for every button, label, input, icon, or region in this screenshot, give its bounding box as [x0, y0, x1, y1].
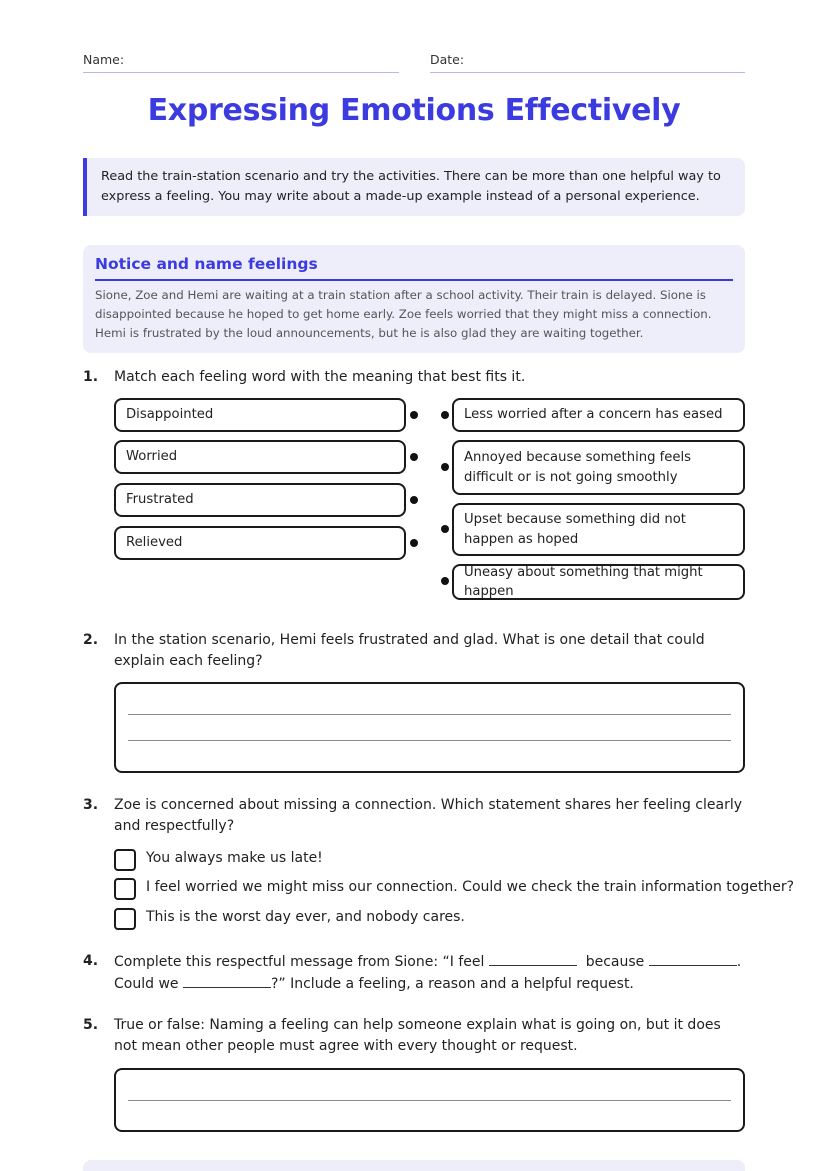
option-label: This is the worst day ever, and nobody cares.	[146, 909, 465, 925]
blank-feeling[interactable]	[489, 951, 577, 966]
question-number: 2.	[83, 632, 99, 648]
feeling-word-box[interactable]	[114, 483, 406, 517]
meaning-box[interactable]	[452, 564, 745, 600]
date-label: Date:	[430, 52, 465, 67]
meaning-text: Less worried after a concern has eased	[464, 407, 723, 423]
blank-request[interactable]	[183, 973, 271, 988]
match-dot-right[interactable]	[441, 577, 449, 585]
checkbox[interactable]	[114, 849, 136, 871]
feeling-word-box[interactable]	[114, 398, 406, 432]
meaning-box[interactable]	[452, 503, 745, 556]
feeling-word: Frustrated	[126, 492, 194, 508]
feeling-word: Relieved	[126, 535, 183, 551]
question-1	[83, 367, 745, 388]
meaning-text: Uneasy about something that might happen	[464, 564, 703, 599]
blank-reason[interactable]	[649, 951, 737, 966]
match-dot-left[interactable]	[410, 539, 418, 547]
question-number: 4.	[83, 953, 99, 969]
sentence-part: ?” Include a feeling, a reason and a helpful request.	[270, 976, 634, 992]
match-dot-right[interactable]	[441, 463, 449, 471]
writing-line	[128, 714, 731, 715]
notice-panel	[83, 245, 745, 353]
question-number: 1.	[83, 369, 99, 385]
question-5	[83, 1015, 745, 1057]
date-field[interactable]	[430, 52, 745, 73]
name-field[interactable]	[83, 52, 399, 73]
question-text	[114, 951, 745, 995]
question-text: Zoe is concerned about missing a connection. Which statement shares her feeling clearly and respectfully?	[114, 797, 743, 834]
match-dot-right[interactable]	[441, 411, 449, 419]
question-4	[83, 951, 745, 995]
question-2	[83, 630, 745, 672]
question-3	[83, 795, 745, 837]
answer-box[interactable]	[114, 682, 745, 773]
question-number: 5.	[83, 1017, 99, 1033]
writing-line	[128, 1100, 731, 1101]
match-dot-left[interactable]	[410, 496, 418, 504]
checkbox[interactable]	[114, 878, 136, 900]
name-label: Name:	[83, 52, 125, 67]
feeling-word-box[interactable]	[114, 526, 406, 560]
next-section-panel	[83, 1160, 745, 1171]
sentence-part: .	[736, 954, 742, 970]
meaning-text: Upset because something did not happen as hoped	[464, 512, 686, 547]
sentence-part: Could we	[114, 976, 179, 992]
answer-box[interactable]	[114, 1068, 745, 1132]
match-dot-right[interactable]	[441, 525, 449, 533]
checkbox[interactable]	[114, 908, 136, 930]
notice-text: Sione, Zoe and Hemi are waiting at a train station after a school activity. Their train is delayed. Sione is disappointed because he hoped to get home early. Zoe feels worried that they might miss a connection. Hemi is frustrated by the loud announcements, but he is also glad they are waiting together.	[95, 288, 712, 340]
meaning-text: Annoyed because something feels difficult or is not going smoothly	[464, 450, 692, 485]
meaning-box[interactable]	[452, 440, 745, 495]
sentence-part: Complete this respectful message from Sione: “I feel	[114, 954, 485, 970]
option-label: You always make us late!	[146, 850, 323, 866]
question-number: 3.	[83, 797, 99, 813]
meaning-box[interactable]	[452, 398, 745, 432]
question-text: Match each feeling word with the meaning that best fits it.	[114, 369, 526, 385]
option-label: I feel worried we might miss our connection. Could we check the train information together?	[146, 879, 795, 895]
question-text: In the station scenario, Hemi feels frustrated and glad. What is one detail that could explain each feeling?	[114, 632, 705, 669]
sentence-part: because	[585, 954, 645, 970]
writing-line	[128, 740, 731, 741]
feeling-word: Disappointed	[126, 407, 214, 423]
feeling-word: Worried	[126, 449, 178, 465]
feeling-word-box[interactable]	[114, 440, 406, 474]
notice-title: Notice and name feelings	[95, 255, 733, 281]
page-title: Expressing Emotions Effectively	[147, 93, 681, 128]
header-fields	[83, 52, 745, 74]
match-dot-left[interactable]	[410, 411, 418, 419]
match-dot-left[interactable]	[410, 453, 418, 461]
intro-callout: Read the train-station scenario and try the activities. There can be more than one helpful way to express a feeling. You may write about a made-up example instead of a personal experience.	[83, 158, 745, 216]
question-text: True or false: Naming a feeling can help someone explain what is going on, but it does not mean other people must agree with every thought or request.	[114, 1017, 721, 1054]
